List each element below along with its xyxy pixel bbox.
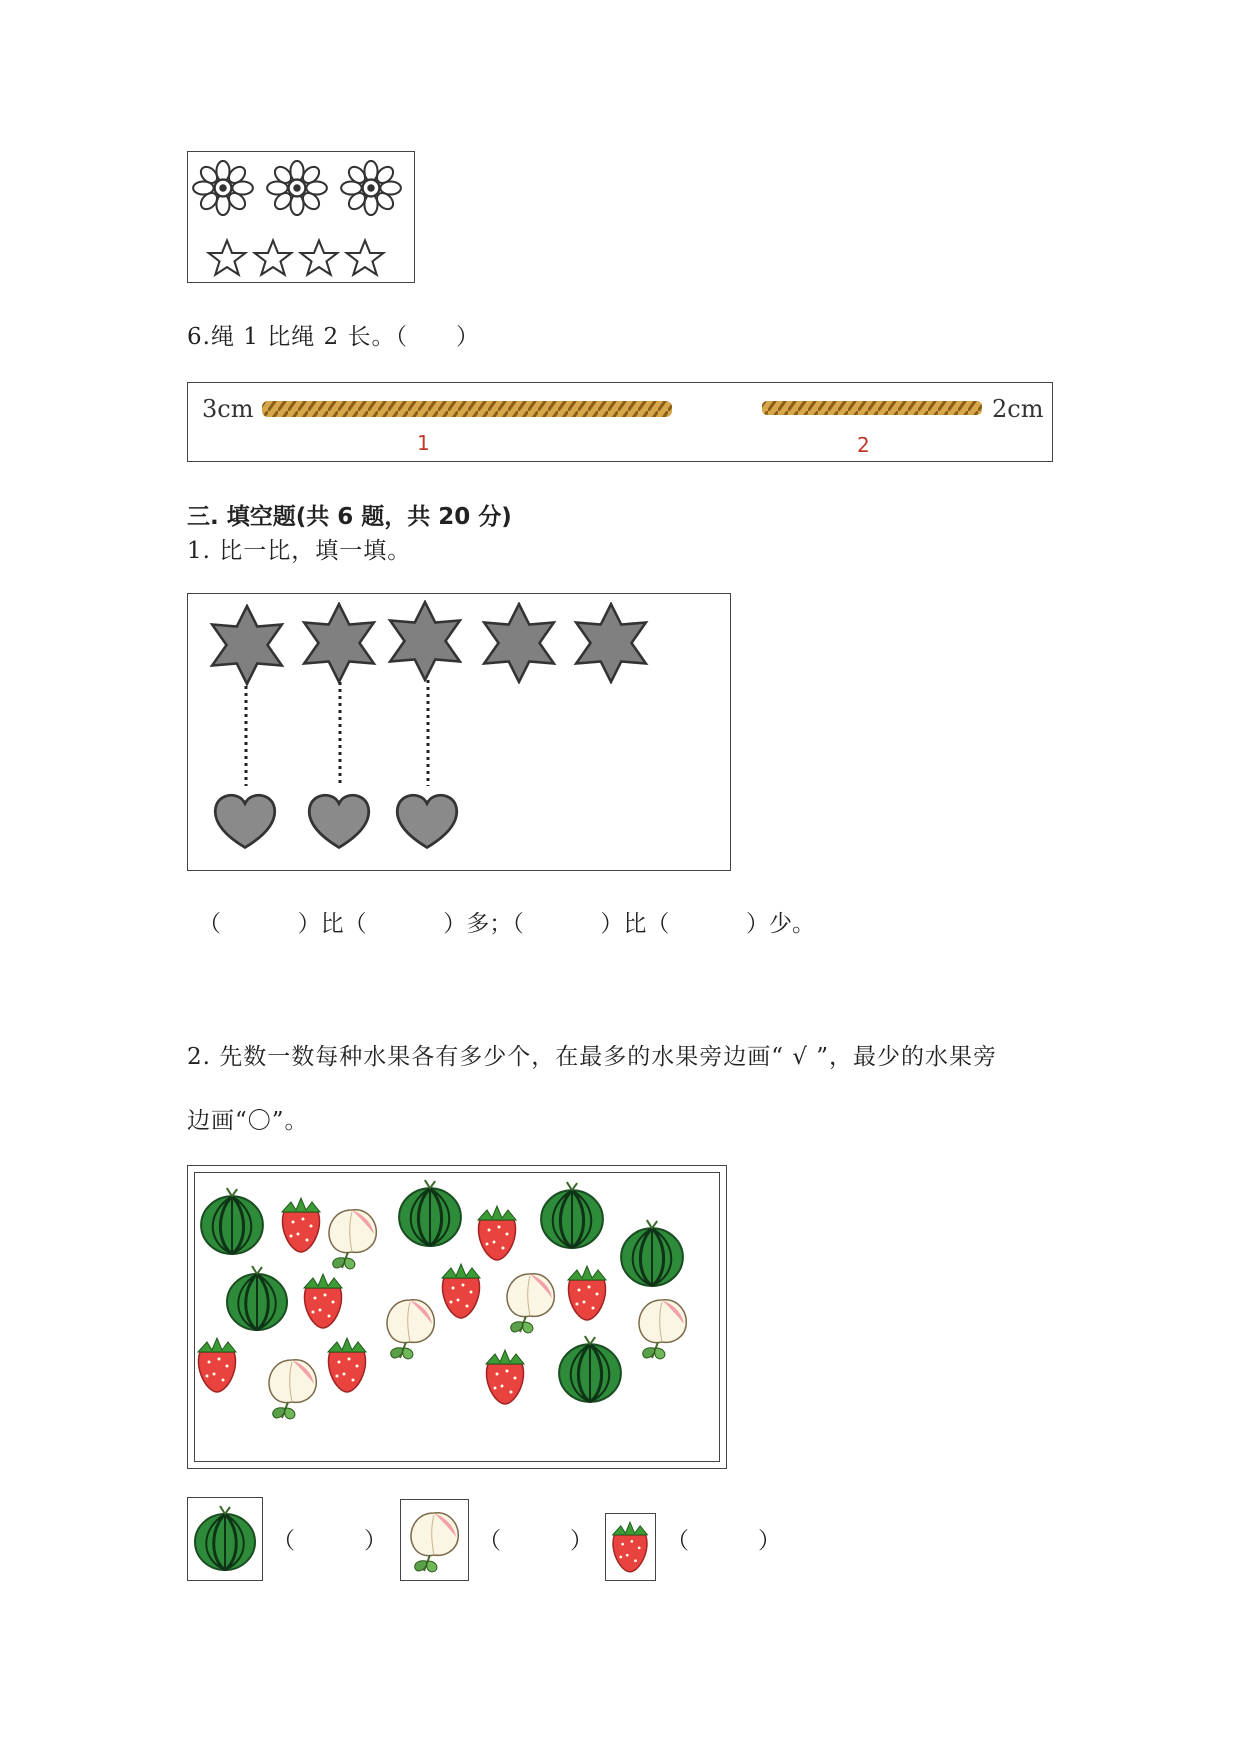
hexstar-icon xyxy=(390,602,460,680)
strawberry-icon xyxy=(304,1274,342,1328)
flower-star-figure xyxy=(187,151,415,283)
heart-icon xyxy=(215,795,274,847)
watermelon-icon xyxy=(541,1182,603,1248)
star-heart-figure xyxy=(187,593,731,871)
strawberry-icon xyxy=(442,1264,480,1318)
star-heart-svg xyxy=(188,594,730,870)
peach-answer[interactable]: （ ） xyxy=(478,1528,593,1554)
peach-icon xyxy=(507,1274,554,1333)
heart-icon xyxy=(397,795,456,847)
blank-close: ）少。 xyxy=(746,911,815,937)
blank-mid: ）比（ xyxy=(297,911,367,937)
watermelon-icon xyxy=(399,1180,461,1246)
strawberry-icon xyxy=(328,1338,366,1392)
section-3-title: 三. 填空题(共 6 题，共 20 分) xyxy=(187,504,512,530)
blank-mid: ）比（ xyxy=(600,911,670,937)
strawberry-icon xyxy=(613,1522,648,1572)
rope-1-number: 1 xyxy=(417,431,430,455)
flower-icon xyxy=(341,161,401,215)
peach-icon xyxy=(411,1513,458,1572)
question-3-2-line-2: 边画“〇”。 xyxy=(187,1108,309,1134)
watermelon-answer[interactable]: （ ） xyxy=(272,1528,387,1554)
strawberry-icon xyxy=(198,1338,236,1392)
watermelon-icon xyxy=(621,1220,683,1286)
outline-star-icon xyxy=(209,241,246,275)
outline-star-icon xyxy=(255,241,292,275)
watermelon-icon xyxy=(195,1506,255,1570)
question-3-2-line-1: 2. 先数一数每种水果各有多少个，在最多的水果旁边画“ √ ”，最少的水果旁 xyxy=(187,1044,998,1070)
strawberry-icon xyxy=(486,1350,524,1404)
rope-1 xyxy=(262,401,672,417)
peach-icon xyxy=(639,1300,686,1359)
strawberry-answer-box xyxy=(605,1513,656,1581)
question-6-text: 6.绳 1 比绳 2 长。（ ） xyxy=(187,324,480,350)
hexstar-icon xyxy=(576,604,646,682)
outline-star-icon xyxy=(301,241,338,275)
rope-figure xyxy=(187,382,1053,462)
strawberry-icon xyxy=(568,1266,606,1320)
watermelon-icon xyxy=(201,1188,263,1254)
hexstar-icon xyxy=(484,604,554,682)
peach-icon xyxy=(387,1300,434,1359)
rope-2-length-label: 2cm xyxy=(992,395,1044,423)
blank-open: （ xyxy=(198,911,221,937)
rope-2 xyxy=(762,401,982,415)
flower-icon xyxy=(267,161,327,215)
watermelon-icon xyxy=(227,1266,287,1330)
hexstar-icon xyxy=(304,604,374,682)
hexstar-icon xyxy=(212,606,282,684)
blank-mid: ）多；（ xyxy=(443,911,524,937)
strawberry-answer[interactable]: （ ） xyxy=(666,1528,781,1554)
outline-star-icon xyxy=(347,241,384,275)
strawberry-icon xyxy=(478,1206,516,1260)
flower-star-svg xyxy=(188,152,414,282)
strawberry-icon xyxy=(282,1198,320,1252)
fruit-svg xyxy=(188,1166,726,1468)
watermelon-answer-box xyxy=(187,1497,263,1581)
fruit-figure xyxy=(187,1165,727,1469)
peach-icon xyxy=(269,1360,316,1419)
rope-svg xyxy=(188,383,1052,461)
compare-blanks-row xyxy=(198,905,815,938)
flower-icon xyxy=(193,161,253,215)
peach-icon xyxy=(329,1210,376,1269)
peach-answer-box xyxy=(400,1499,469,1581)
rope-1-length-label: 3cm xyxy=(202,395,254,423)
heart-icon xyxy=(309,795,368,847)
rope-2-number: 2 xyxy=(857,433,870,457)
question-3-1-text: 1. 比一比，填一填。 xyxy=(187,538,412,564)
watermelon-icon xyxy=(559,1336,621,1402)
